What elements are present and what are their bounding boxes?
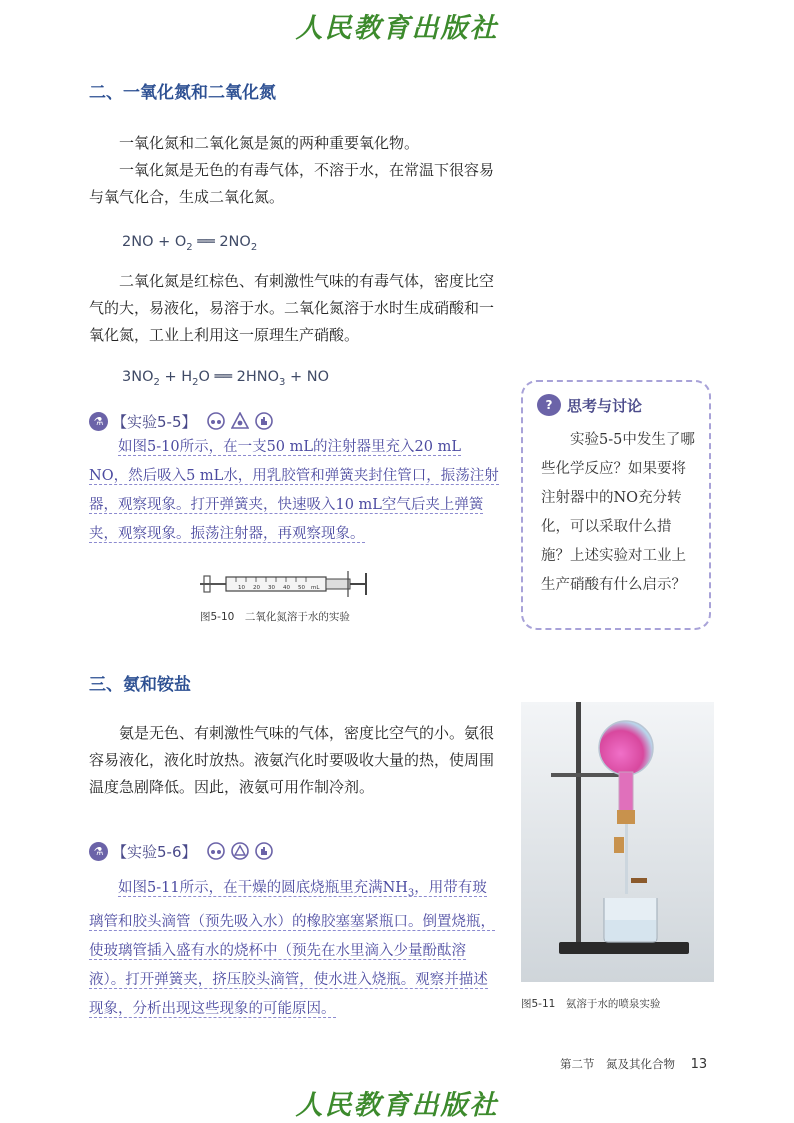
think-discuss-question: 实验5-5中发生了哪些化学反应？如果要将注射器中的NO充分转化，可以采取什么措施？上述实验对工业上生产硝酸有什么启示？ (541, 432, 695, 593)
experiment-instructions: 如图5-10所示，在一支50 mL的注射器里充入20 mL NO，然后吸入5 mL水，用乳胶管和弹簧夹封住管口，振荡注射器，观察现象。打开弹簧夹，快速吸入10 mL空气后夹上弹簧夹，观察现象。振荡注射器，再观察现象。 (89, 439, 499, 542)
hand-wash-icon (255, 842, 273, 860)
syringe-scale-mark: 10 (238, 585, 245, 591)
think-discuss-icon: ? (537, 394, 561, 416)
paragraph-no2-properties (89, 268, 499, 349)
eq-term: 3NO (122, 369, 154, 385)
eq-subscript: 2 (250, 241, 258, 253)
syringe-scale-mark: 50 (298, 585, 305, 591)
publisher-logo-bottom: 人民教育出版社 (295, 1090, 499, 1121)
experiment-5-5-text (89, 433, 501, 549)
equation-no2-water (122, 369, 329, 388)
experiment-icon: ⚗ (89, 412, 108, 431)
hazard-icon (231, 412, 249, 430)
experiment-instructions (89, 880, 495, 1018)
paragraph-oxides-intro (89, 130, 499, 211)
figure-caption-5-10: 图5-10 二氧化氮溶于水的实验 (200, 611, 350, 623)
experiment-label: 【实验5-5】 (112, 412, 197, 431)
syringe-figure (198, 567, 378, 601)
paragraph-text: 氨是无色、有刺激性气味的气体，密度比空气的小。氨很容易液化，液化时放热。液氨汽化时要吸收大量的热，使周围温度急剧降低。因此，液氨可用作制冷剂。 (89, 724, 495, 796)
hazard-icon (231, 842, 249, 860)
experiment-5-6-text (89, 874, 501, 1024)
experiment-5-5-header (89, 410, 279, 432)
section-title-nitrogen-oxides: 二、一氧化氮和二氧化氮 (89, 83, 276, 103)
eq-term: 2NO + O (122, 234, 187, 250)
eq-subscript: 2 (186, 241, 193, 253)
syringe-scale-mark: 40 (283, 585, 290, 591)
paragraph-text: 二氧化氮是红棕色、有刺激性气味的有毒气体，密度比空气的大，易液化，易溶于水。二氧化氮溶于水时生成硝酸和一氧化氮，工业上利用这一原理生产硝酸。 (89, 272, 495, 344)
eq-term: + H (159, 369, 193, 385)
eq-subscript: 2 (192, 376, 199, 388)
think-discuss-box (521, 380, 711, 630)
eq-term: O ══ 2HNO (198, 369, 280, 385)
syringe-scale-mark: mL (311, 585, 320, 591)
syringe-scale-mark: 30 (268, 585, 275, 591)
paragraph-text: 一氧化氮和二氧化氮是氮的两种重要氧化物。 (119, 134, 420, 152)
think-discuss-text (541, 426, 699, 600)
footer-section-name: 第二节 氮及其化合物 (560, 1057, 675, 1071)
instruction-text: ，用带有玻璃管和胶头滴管（预先吸入水）的橡胶塞塞紧瓶口。倒置烧瓶，使玻璃管插入盛有水的烧杯中（预先在水里滴入少量酚酞溶液）。打开弹簧夹，挤压胶头滴管，使水进入烧瓶。观察并描述现象，分析出现这些现象的可能原因。 (89, 880, 495, 1017)
eq-subscript: 3 (279, 376, 286, 388)
equation-no-oxidation (122, 234, 257, 253)
syringe-scale-mark: 20 (253, 585, 260, 591)
section-title-ammonia: 三、氨和铵盐 (89, 675, 191, 695)
hand-wash-icon (255, 412, 273, 430)
instruction-subscript: 3 (407, 887, 415, 899)
think-discuss-header (537, 394, 642, 416)
page-footer (560, 1056, 707, 1072)
experiment-label: 【实验5-6】 (112, 842, 197, 861)
publisher-logo-top: 人民教育出版社 (295, 13, 499, 44)
paragraph-ammonia-properties (89, 720, 499, 801)
fountain-experiment-photo (521, 702, 714, 982)
fountain-apparatus-illustration (521, 702, 714, 982)
figure-caption-5-11: 图5-11 氨溶于水的喷泉实验 (521, 998, 661, 1010)
experiment-5-6-header (89, 840, 279, 862)
eq-term: + NO (285, 369, 330, 385)
eq-term: ══ 2NO (192, 234, 251, 250)
paragraph-text: 一氧化氮是无色的有毒气体，不溶于水，在常温下很容易与氧气化合，生成二氧化氮。 (89, 161, 495, 206)
think-discuss-title: 思考与讨论 (567, 396, 643, 415)
goggles-icon (207, 412, 225, 430)
page-number: 13 (690, 1057, 708, 1072)
experiment-icon: ⚗ (89, 842, 108, 861)
instruction-text: 如图5-11所示，在干燥的圆底烧瓶里充满NH (118, 880, 408, 896)
eq-subscript: 2 (153, 376, 160, 388)
goggles-icon (207, 842, 225, 860)
